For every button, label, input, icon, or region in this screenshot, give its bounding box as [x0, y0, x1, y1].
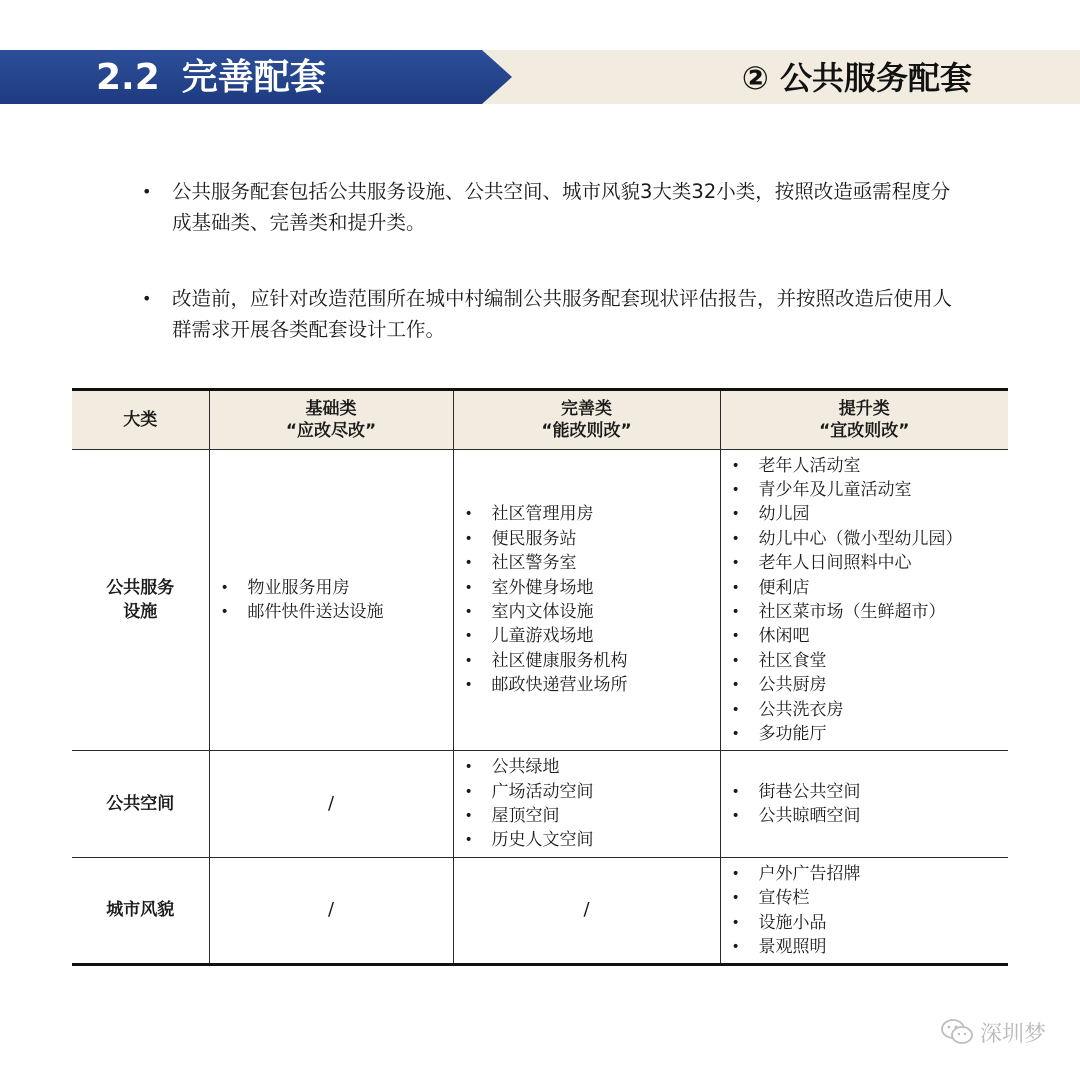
item-list [721, 454, 1009, 747]
watermark-text: 深圳梦 [979, 1021, 1046, 1047]
watermark [940, 1012, 1046, 1052]
list-item: • 儿童游戏场地 [454, 624, 720, 648]
item-list [454, 755, 720, 853]
bullet-dot-icon: • [142, 182, 152, 201]
row-category: 公共空间 [72, 751, 209, 858]
list-item: • 多功能厅 [721, 722, 1009, 746]
cell-improve [453, 450, 720, 751]
item-list [721, 862, 1009, 960]
row-category: 城市风貌 [72, 858, 209, 965]
list-item: • 屋顶空间 [454, 804, 720, 828]
header-upgrade: 提升类 “宜改则改” [720, 390, 1008, 450]
list-item: • 公共绿地 [454, 755, 720, 779]
list-item: • 历史人文空间 [454, 828, 720, 852]
list-item: • 社区菜市场（生鲜超市） [721, 600, 1009, 624]
list-item: • 幼儿园 [721, 502, 1009, 526]
item-list [454, 502, 720, 697]
facilities-table [72, 388, 1008, 966]
bullet-item [140, 176, 960, 238]
intro-bullets [140, 176, 960, 390]
list-item: • 公共厨房 [721, 673, 1009, 697]
list-item: • 广场活动空间 [454, 780, 720, 804]
list-item: • 室内文体设施 [454, 600, 720, 624]
list-item: • 公共洗衣房 [721, 698, 1009, 722]
wechat-icon [940, 1017, 974, 1047]
row-category: 公共服务 设施 [72, 450, 209, 751]
bullet-item [140, 283, 960, 345]
list-item: • 社区食堂 [721, 649, 1009, 673]
section-number: 2.2 [96, 57, 160, 98]
list-item: • 宣传栏 [721, 886, 1009, 910]
section-title [96, 50, 326, 104]
list-item: • 便利店 [721, 576, 1009, 600]
list-item: • 室外健身场地 [454, 576, 720, 600]
bullet-text: 公共服务配套包括公共服务设施、公共空间、城市风貌3大类32小类，按照改造亟需程度分成基础类、完善类和提升类。 [172, 180, 951, 234]
list-item: • 便民服务站 [454, 527, 720, 551]
cell-upgrade [720, 450, 1008, 751]
list-item: • 景观照明 [721, 935, 1009, 959]
list-item: • 老年人活动室 [721, 454, 1009, 478]
cell-improve: / [453, 858, 720, 965]
cell-basic: / [209, 858, 453, 965]
table-header-row [72, 390, 1008, 450]
bullet-dot-icon: • [142, 289, 152, 308]
subsection-title: ② 公共服务配套 [741, 59, 972, 97]
list-item: • 邮件快件送达设施 [210, 600, 453, 624]
table-row [72, 751, 1008, 858]
list-item: • 社区管理用房 [454, 502, 720, 526]
list-item: • 公共晾晒空间 [721, 804, 1009, 828]
list-item: • 邮政快递营业场所 [454, 673, 720, 697]
list-item: • 设施小品 [721, 911, 1009, 935]
list-item: • 户外广告招牌 [721, 862, 1009, 886]
table-row [72, 450, 1008, 751]
cell-upgrade [720, 751, 1008, 858]
section-name: 完善配套 [181, 57, 326, 98]
list-item: • 青少年及儿童活动室 [721, 478, 1009, 502]
list-item: • 社区健康服务机构 [454, 649, 720, 673]
list-item: • 休闲吧 [721, 624, 1009, 648]
header-improve: 完善类 “能改则改” [453, 390, 720, 450]
bullet-text: 改造前，应针对改造范围所在城中村编制公共服务配套现状评估报告，并按照改造后使用人群需求开展各类配套设计工作。 [172, 287, 953, 341]
item-list [210, 576, 453, 625]
cell-improve [453, 751, 720, 858]
list-item: • 幼儿中心（微小型幼儿园） [721, 527, 1009, 551]
cell-basic [209, 450, 453, 751]
cell-basic: / [209, 751, 453, 858]
header-basic: 基础类 “应改尽改” [209, 390, 453, 450]
header-category: 大类 [72, 390, 209, 450]
list-item: • 物业服务用房 [210, 576, 453, 600]
header-banner [0, 50, 1080, 104]
cell-upgrade [720, 858, 1008, 965]
list-item: • 社区警务室 [454, 551, 720, 575]
table-row [72, 858, 1008, 965]
item-list [721, 780, 1009, 829]
list-item: • 老年人日间照料中心 [721, 551, 1009, 575]
list-item: • 街巷公共空间 [721, 780, 1009, 804]
